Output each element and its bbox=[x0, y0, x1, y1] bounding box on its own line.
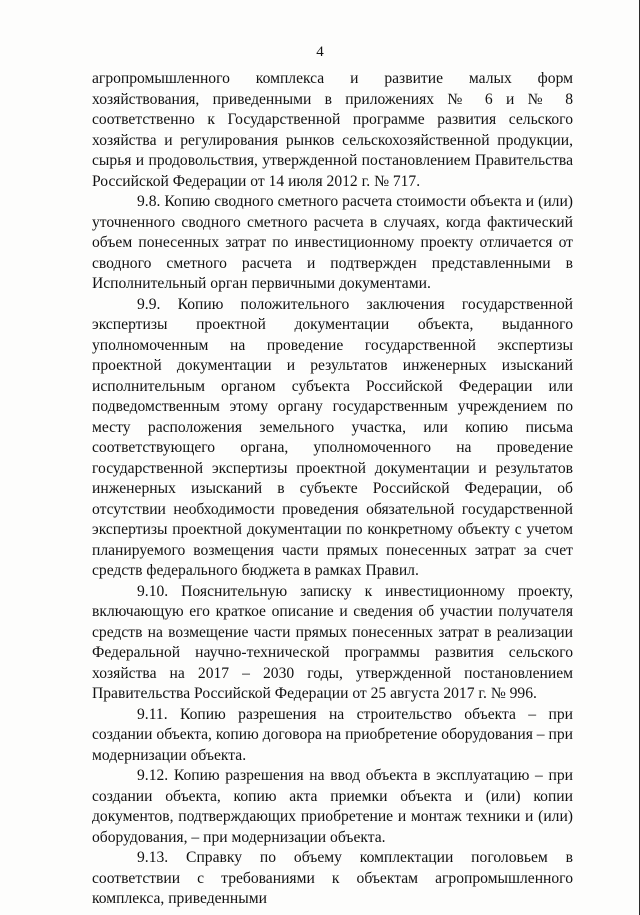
paragraph-9-11: 9.11. Копию разрешения на строительство объекта – при создании объекта, копию договора на приобретение оборудования – при модернизации объекта. bbox=[92, 705, 573, 764]
paragraph-9-8: 9.8. Копию сводного сметного расчета стоимости объекта и (или) уточненного сводного сметного расчета в случаях, когда фактический объем понесенных затрат по инвестиционному проекту отличается от сводного сметного расчета и подтвержден представленными в Исполнительный орган первичными документами. bbox=[92, 193, 573, 292]
paragraph-9-10: 9.10. Пояснительную записку к инвестиционному проекту, включающую его краткое описание и сведения об участии получателя средств на возмещение части прямых понесенных затрат в реализации Федеральной научно-технической программы развития сельского хозяйства на 2017 – 2030 годы, утвержденной постановлением Правительства Российской Федерации от 25 августа 2017 г. № 996. bbox=[92, 582, 573, 702]
paragraph-9-13: 9.13. Справку по объему комплектации поголовьем в соответствии с требованиями к объектам агропромышленного комплекса, приведенными bbox=[92, 849, 573, 907]
document-body bbox=[92, 69, 573, 910]
page-number: 4 bbox=[316, 44, 324, 60]
paragraph-continuation: агропромышленного комплекса и развитие малых форм хозяйствования, приведенными в приложениях № 6 и № 8 соответственно к Государственной программе развития сельского хозяйства и регулирования рынков сельскохозяйственной продукции, сырья и продовольствия, утвержденной постановлением Правительства Российской Федерации от 14 июля 2012 г. № 717. bbox=[92, 70, 573, 190]
paragraph-9-9: 9.9. Копию положительного заключения государственной экспертизы проектной документации объекта, выданного уполномоченным на проведение государственной экспертизы проектной документации и результатов инженерных изысканий исполнительным органом субъекта Российской Федерации или подведомственным этому органу государственным учреждением по месту расположения земельного участка, или копию письма соответствующего органа, уполномоченного на проведение государственной экспертизы проектной документации и результатов инженерных изысканий в субъекте Российской Федерации, об отсутствии необходимости проведения обязательной государственной экспертизы проектной документации по конкретному объекту с учетом планируемого возмещения части прямых понесенных затрат за счет средств федерального бюджета в рамках Правил. bbox=[92, 295, 573, 579]
paragraph-9-12: 9.12. Копию разрешения на ввод объекта в эксплуатацию – при создании объекта, копию акта приемки объекта и (или) копии документов, подтверждающих приобретение и монтаж техники и (или) оборудования, – при модернизации объекта. bbox=[92, 767, 573, 846]
